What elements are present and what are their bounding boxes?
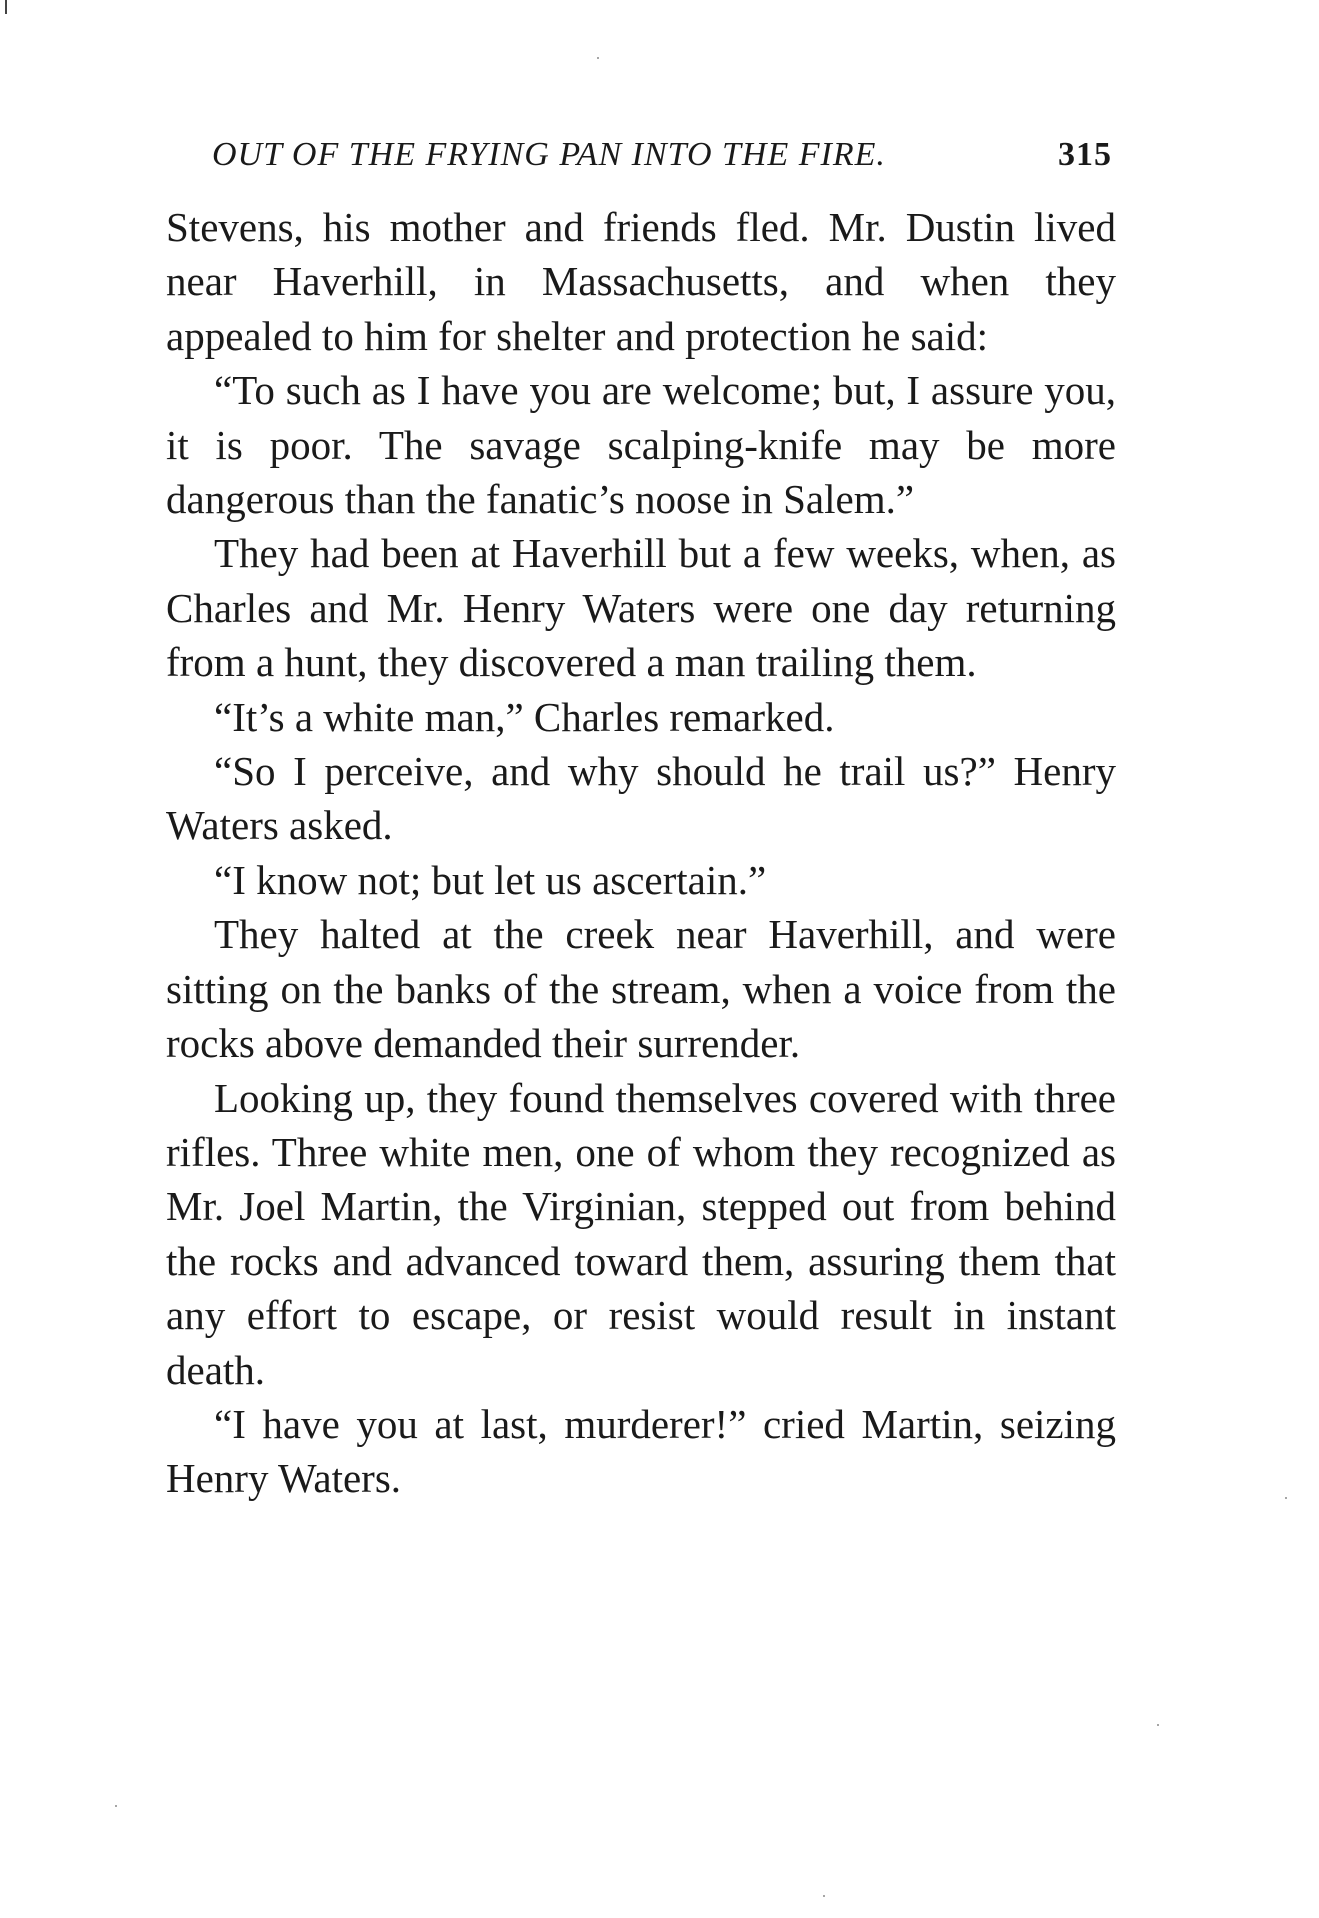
running-head-title: OUT OF THE FRYING PAN INTO THE FIRE. (212, 136, 886, 173)
paragraph: “It’s a white man,” Charles remarked. (214, 693, 835, 740)
body-text (166, 200, 1116, 1506)
paper-speck (1285, 1497, 1287, 1499)
paragraph: “I know not; but let us ascertain.” (214, 856, 767, 903)
paragraph: “So I perceive, and why should he trail us?” Henry Waters asked. (166, 748, 1116, 849)
page-number: 315 (1058, 136, 1112, 173)
paragraph: They halted at the creek near Haverhill, and were sitting on the banks of the stream, when a voice from the rocks above demanded their surrender. (166, 911, 1116, 1067)
paper-speck (115, 1805, 117, 1807)
paper-speck (597, 57, 599, 59)
running-head (212, 133, 1112, 177)
paragraph-continued: Stevens, his mother and friends fled. Mr. Dustin lived near Haverhill, in Massachusetts, and when they appealed to him for shelter and protection he said: (166, 204, 1116, 359)
paper-speck (823, 1895, 825, 1897)
scan-edge-mark (5, 0, 7, 14)
paragraph: Looking up, they found themselves covered with three rifles. Three white men, one of whom they recognized as Mr. Joel Martin, the Virginian, stepped out from behind the rocks and advanced toward them, assuring them that any effort to escape, or resist would result in instant death. (166, 1074, 1116, 1393)
paragraph: They had been at Haverhill but a few weeks, when, as Charles and Mr. Henry Waters were one day returning from a hunt, they discovered a man trailing them. (166, 530, 1116, 686)
paper-speck (1157, 1724, 1159, 1726)
paragraph: “To such as I have you are welcome; but, I assure you, it is poor. The savage scalping-knife may be more dangerous than the fanatic’s noose in Salem.” (166, 367, 1116, 523)
paragraph: “I have you at last, murderer!” cried Martin, seizing Henry Waters. (166, 1400, 1116, 1502)
